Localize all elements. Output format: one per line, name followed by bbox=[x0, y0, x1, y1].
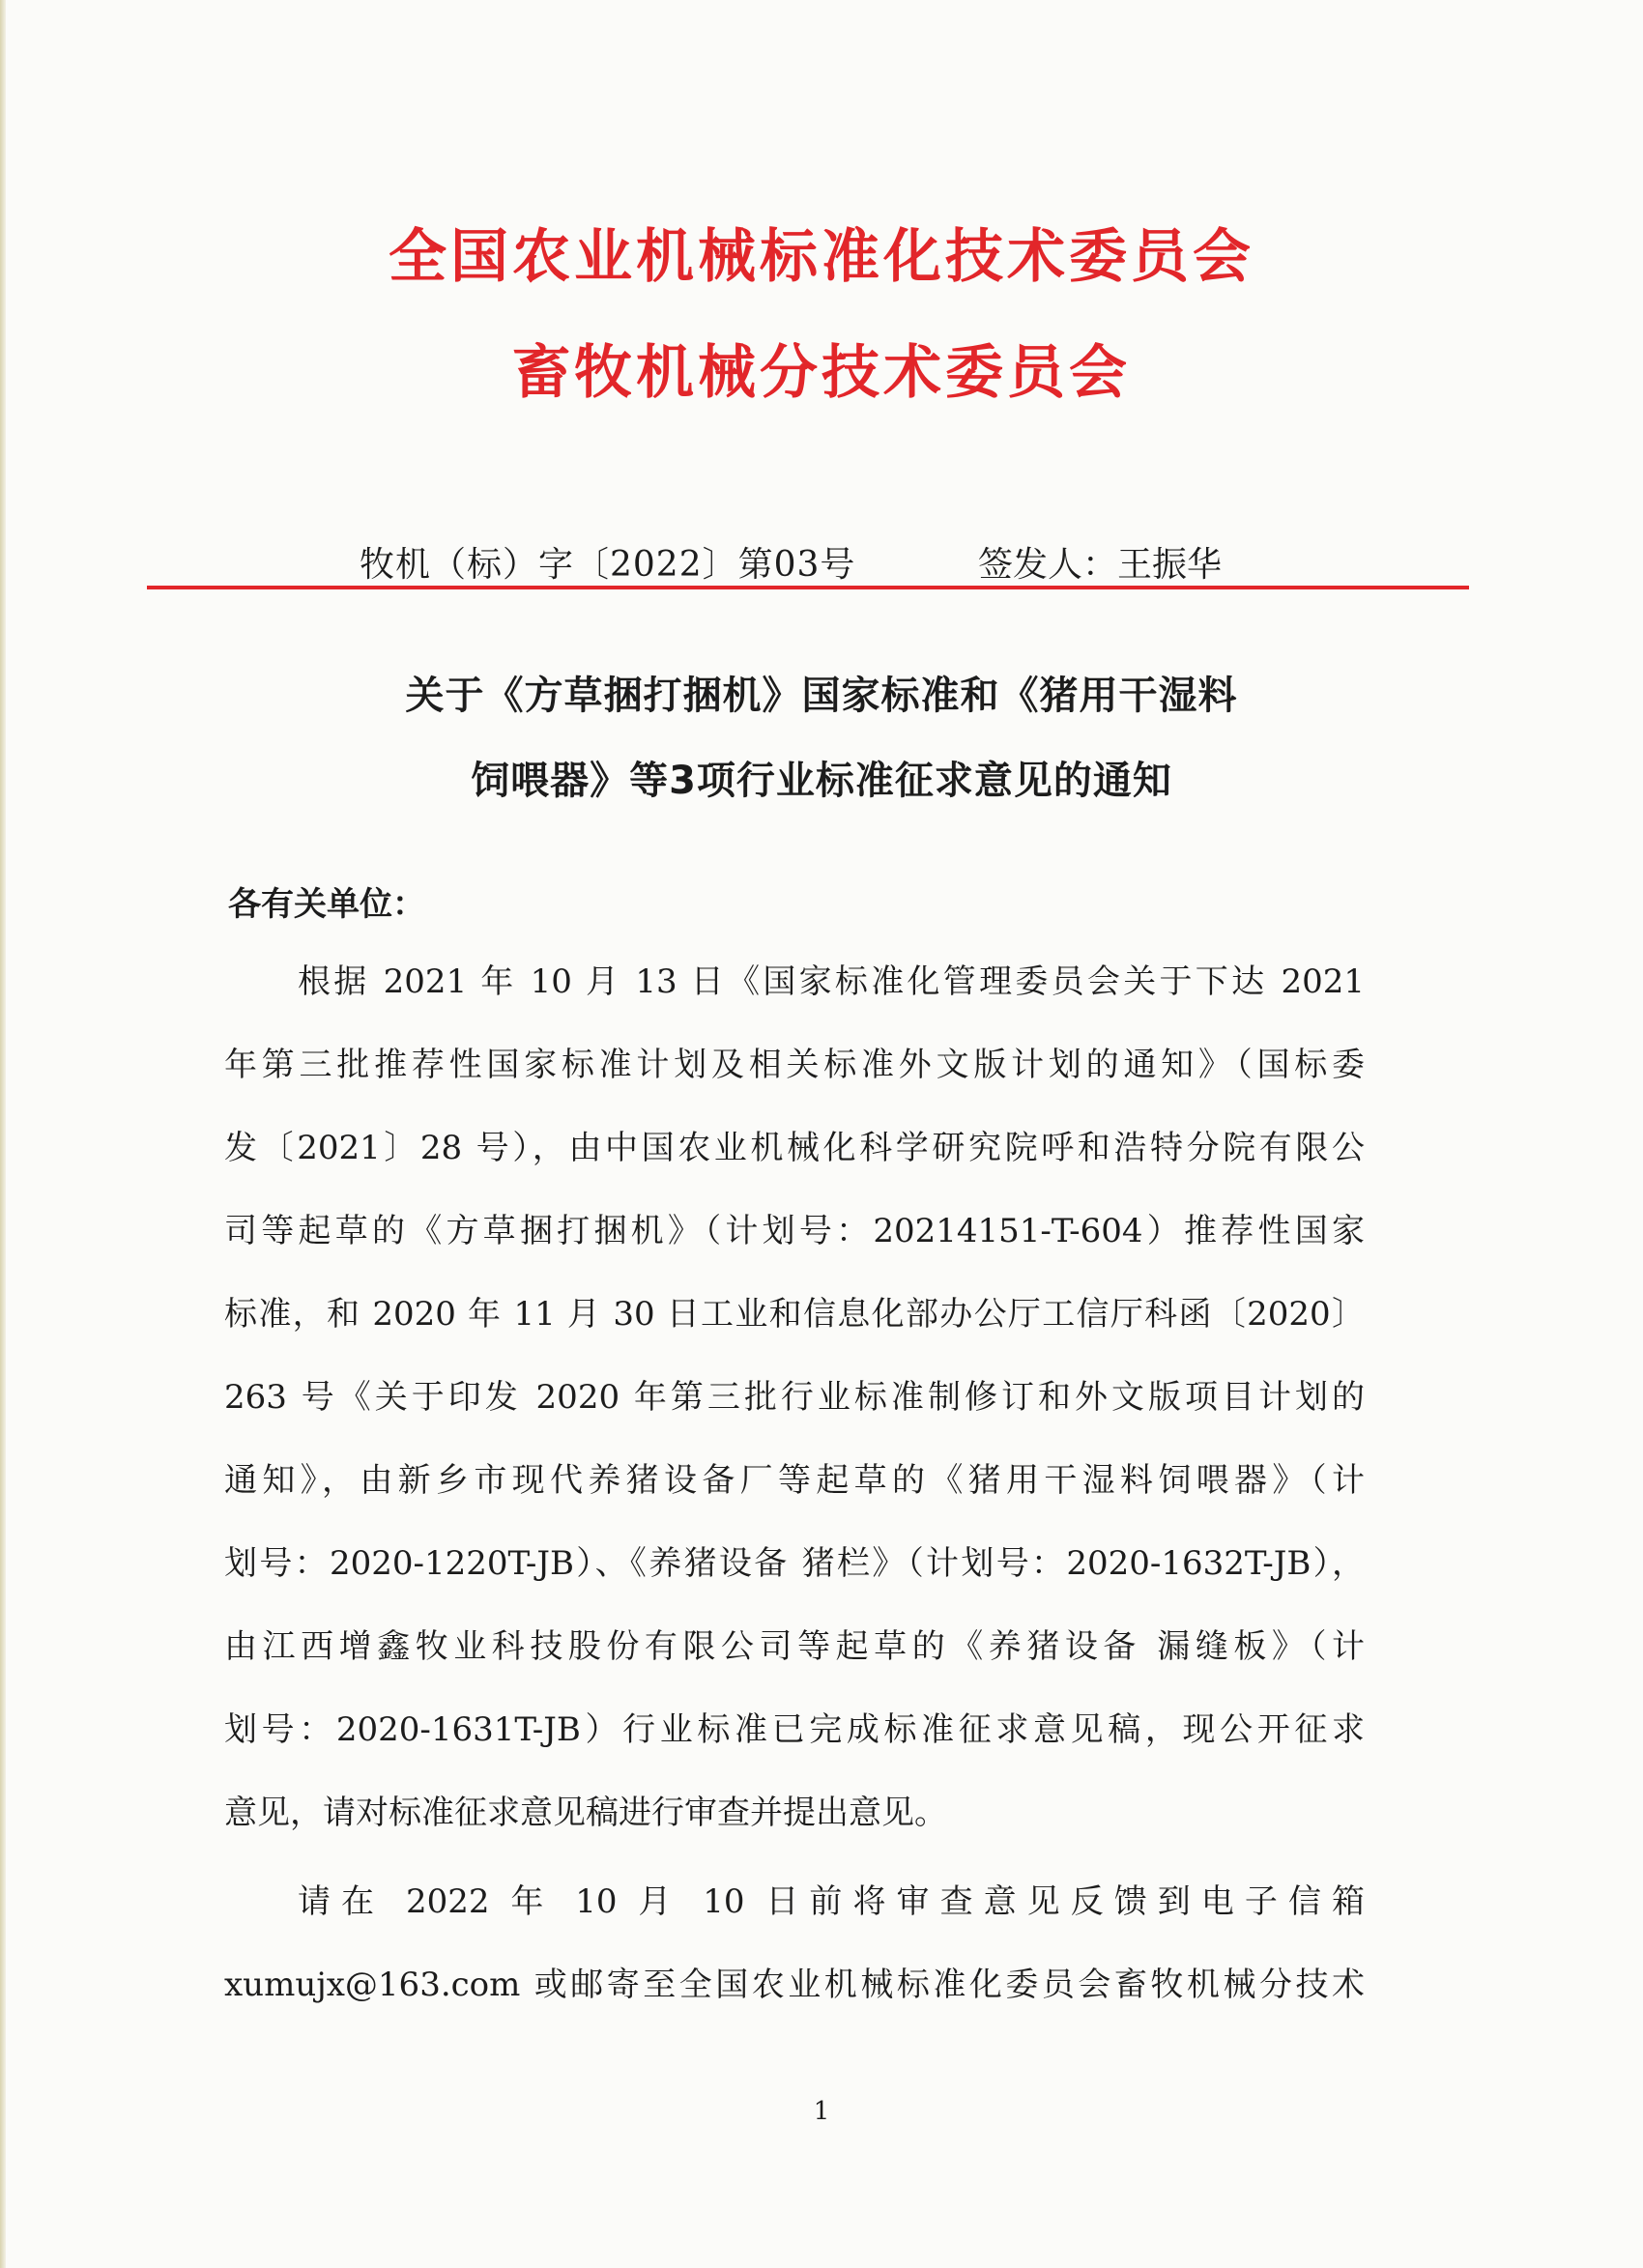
salutation: 各有关单位： bbox=[228, 885, 425, 924]
red-divider-rule bbox=[147, 586, 1469, 589]
body-line: 263 号《关于印发 2020 年第三批行业标准制修订和外文版项目计划的 bbox=[224, 1378, 1365, 1417]
body-line: 意见，请对标准征求意见稿进行审查并提出意见。 bbox=[224, 1794, 947, 1832]
body-line: 标准，和 2020 年 11 月 30 日工业和信息化部办公厅工信厅科函〔2020〕 bbox=[224, 1295, 1365, 1334]
issuing-org-line-2: 畜牧机械分技术委员会 bbox=[512, 339, 1131, 407]
body-line: xumujx@163.com 或邮寄至全国农业机械标准化委员会畜牧机械分技术 bbox=[224, 1966, 1365, 2004]
body-line: 根据 2021 年 10 月 13 日《国家标准化管理委员会关于下达 2021 bbox=[298, 962, 1365, 1001]
body-line: 通知》，由新乡市现代养猪设备厂等起草的《猪用干湿料饲喂器》（计 bbox=[224, 1461, 1365, 1500]
issuing-org-line-1: 全国农业机械标准化技术委员会 bbox=[389, 223, 1254, 291]
body-line: 划号：2020-1631T-JB）行业标准已完成标准征求意见稿，现公开征求 bbox=[224, 1710, 1365, 1749]
body-line: 年第三批推荐性国家标准计划及相关标准外文版计划的通知》（国标委 bbox=[224, 1046, 1365, 1084]
notice-title-line-2: 饲喂器》等3项行业标准征求意见的通知 bbox=[471, 759, 1172, 803]
document-number: 牧机（标）字〔2022〕第03号 bbox=[360, 545, 856, 585]
body-line: 划号：2020-1220T-JB）、《养猪设备 猪栏》（计划号：2020-1632T-JB）， bbox=[224, 1544, 1365, 1583]
signer: 签发人：王振华 bbox=[978, 545, 1223, 585]
body-line: 发〔2021〕28 号），由中国农业机械化科学研究院呼和浩特分院有限公 bbox=[224, 1129, 1365, 1167]
body-line: 请在 2022 年 10 月 10 日前将审查意见反馈到电子信箱 bbox=[298, 1882, 1365, 1921]
body-line: 司等起草的《方草捆打捆机》（计划号：20214151-T-604）推荐性国家 bbox=[224, 1212, 1365, 1250]
page-number: 1 bbox=[813, 2097, 830, 2126]
notice-title-line-1: 关于《方草捆打捆机》国家标准和《猪用干湿料 bbox=[405, 674, 1238, 718]
body-line: 由江西增鑫牧业科技股份有限公司等起草的《养猪设备 漏缝板》（计 bbox=[224, 1627, 1365, 1666]
